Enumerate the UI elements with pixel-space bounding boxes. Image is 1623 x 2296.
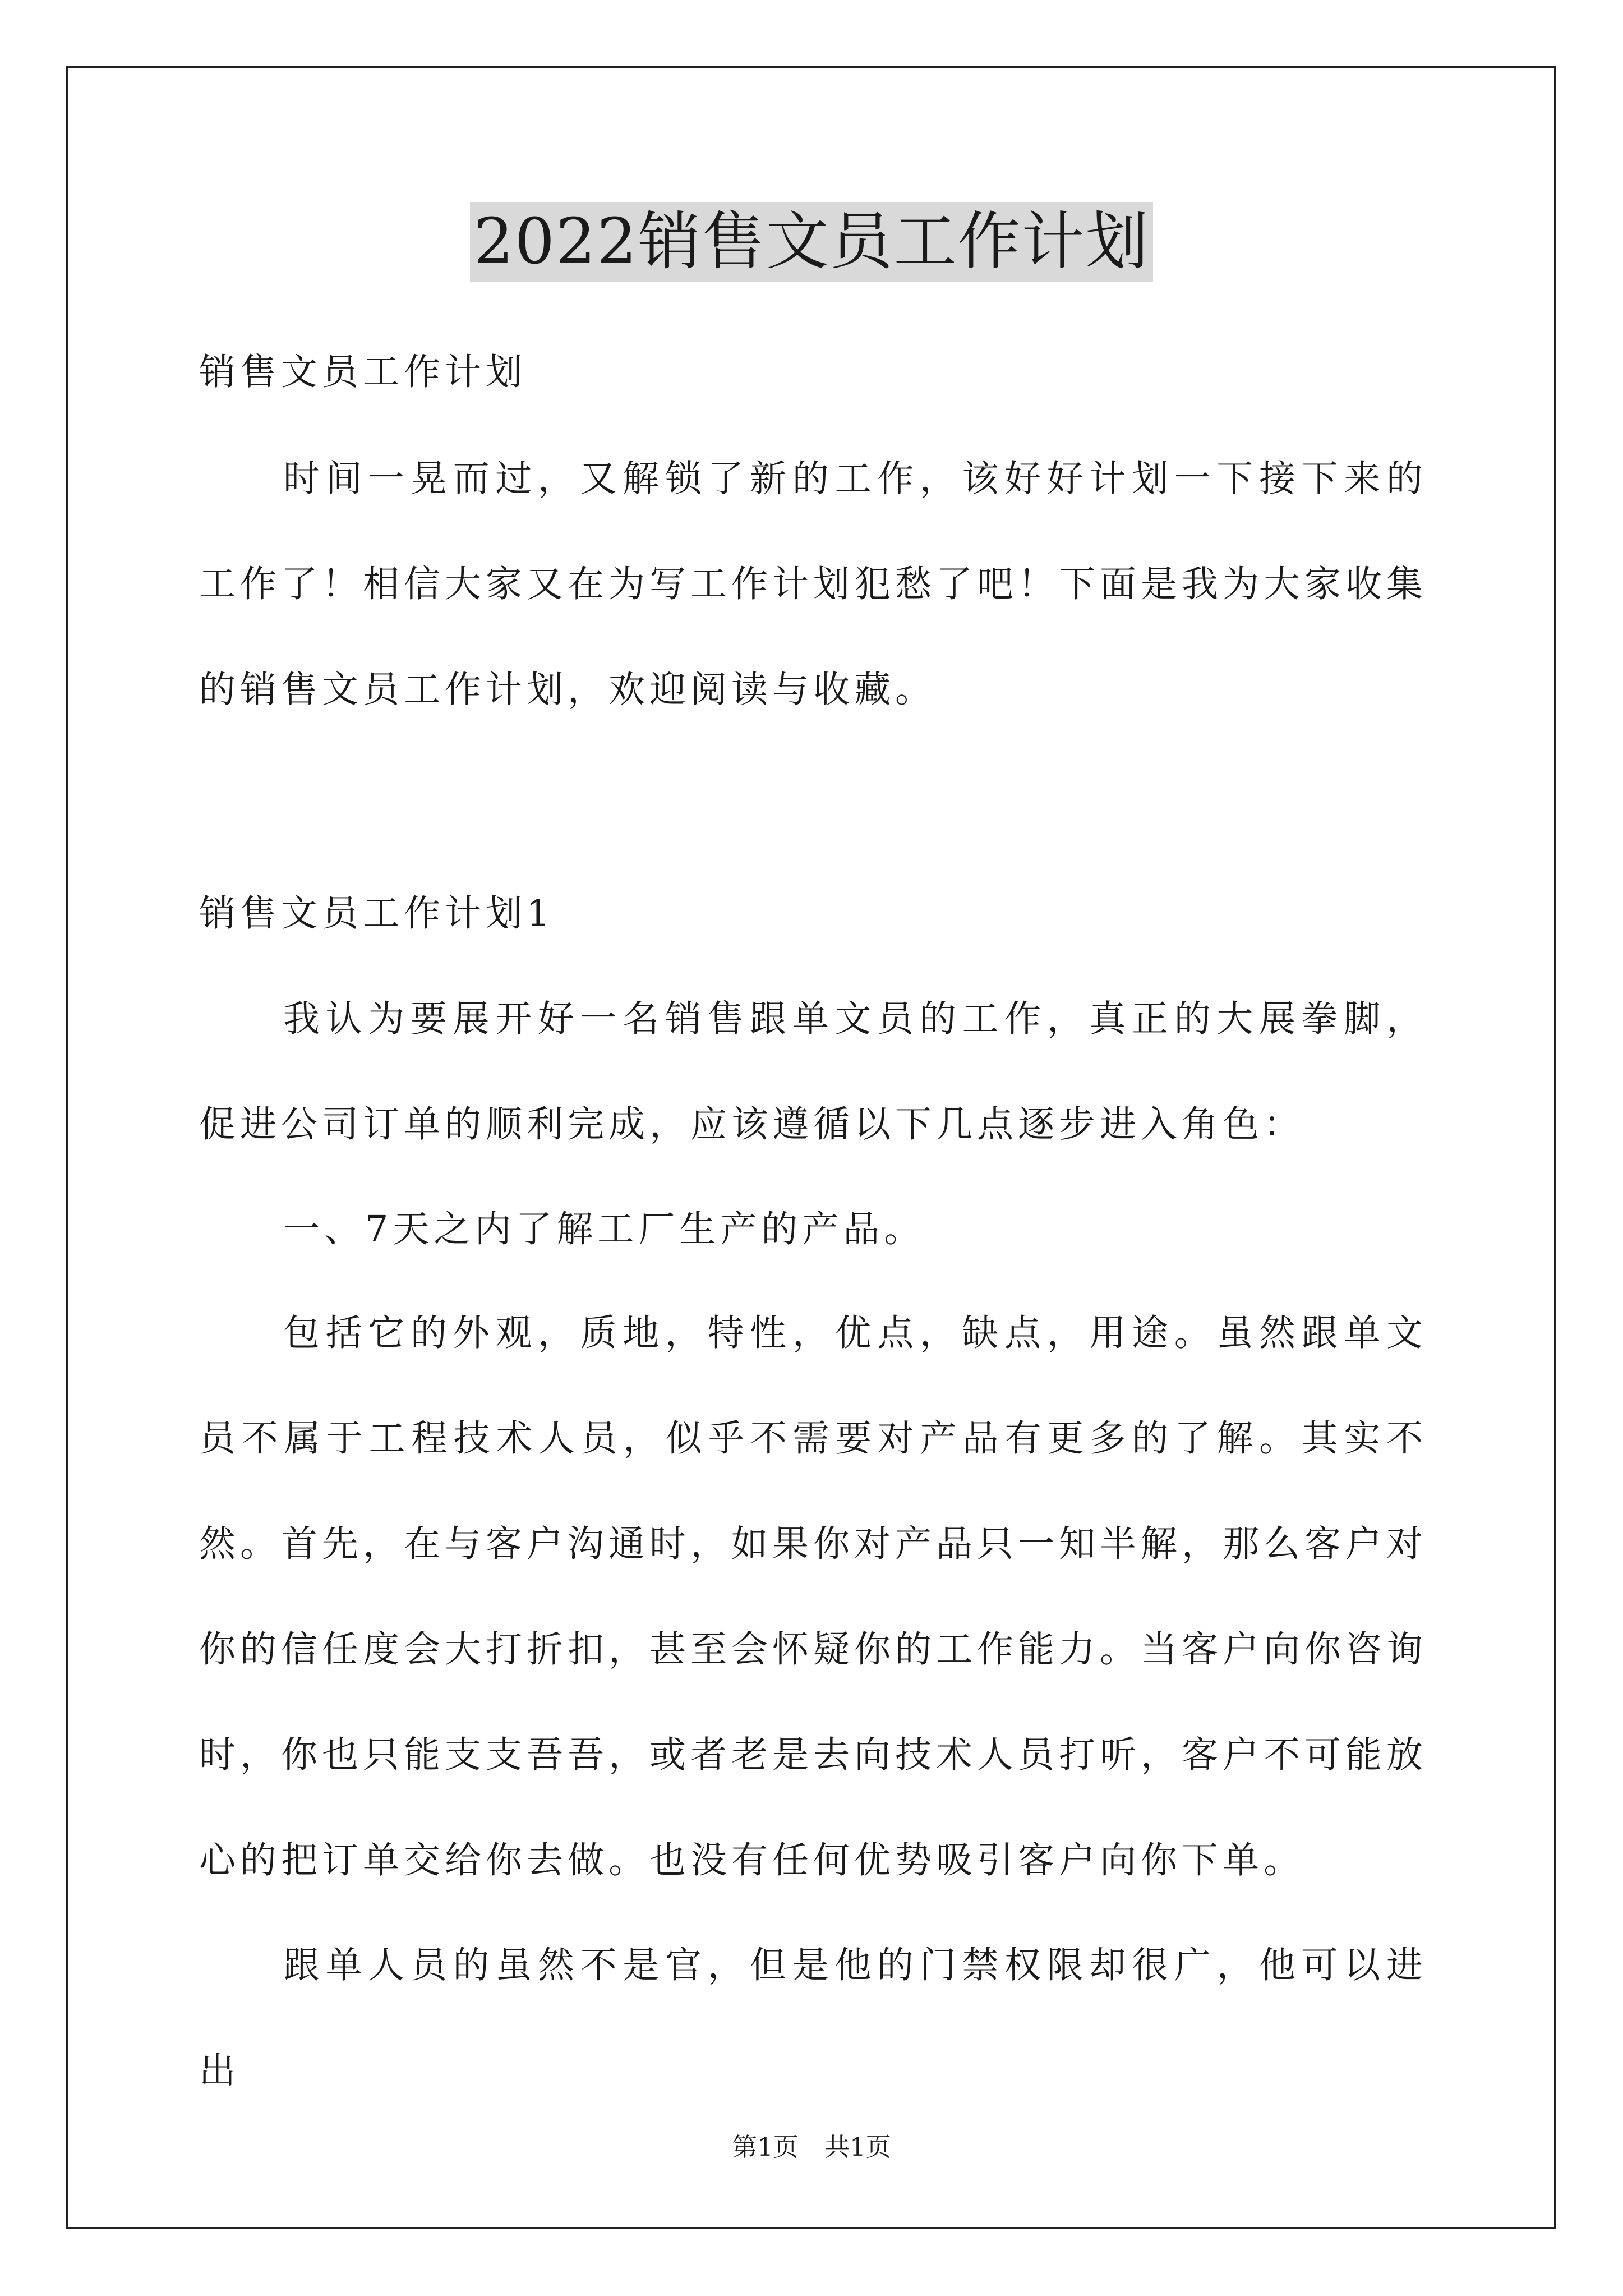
body-paragraph: 跟单人员的虽然不是官，但是他的门禁权限却很广，他可以进出 bbox=[199, 1944, 1427, 2092]
title-container bbox=[0, 202, 1623, 282]
body-paragraph: 包括它的外观，质地，特性，优点，缺点，用途。虽然跟单文员不属于工程技术人员，似乎不需要对产品有更多的了解。其实不然。首先，在与客户沟通时，如果你对产品只一知半解，那么客户对你的信任度会大打折扣，甚至会怀疑你的工作能力。当客户向你咨询时，你也只能支支吾吾，或者老是去向技术人员打听，客户不可能放心的把订单交给你去做。也没有任何优势吸引客户向你下单。 bbox=[199, 1312, 1428, 1881]
document-title: 2022销售文员工作计划 bbox=[470, 202, 1152, 282]
intro-paragraph: 时间一晃而过，又解锁了新的工作，该好好计划一下接下来的工作了！相信大家又在为写工作计划犯愁了吧！下面是我为大家收集的销售文员工作计划，欢迎阅读与收藏。 bbox=[199, 458, 1428, 711]
page-number: 第1页 bbox=[732, 2132, 799, 2162]
plan-heading: 销售文员工作计划1 bbox=[199, 892, 555, 935]
page-total: 共1页 bbox=[824, 2132, 891, 2162]
body-paragraph: 我认为要展开好一名销售跟单文员的工作，真正的大展拳脚，促进公司订单的顺利完成，应该遵循以下几点逐步进入角色： bbox=[199, 998, 1427, 1145]
section-heading: 销售文员工作计划 bbox=[199, 351, 527, 393]
list-item-heading: 一、7天之内了解工厂生产的产品。 bbox=[283, 1208, 925, 1250]
page-footer bbox=[0, 2131, 1623, 2164]
